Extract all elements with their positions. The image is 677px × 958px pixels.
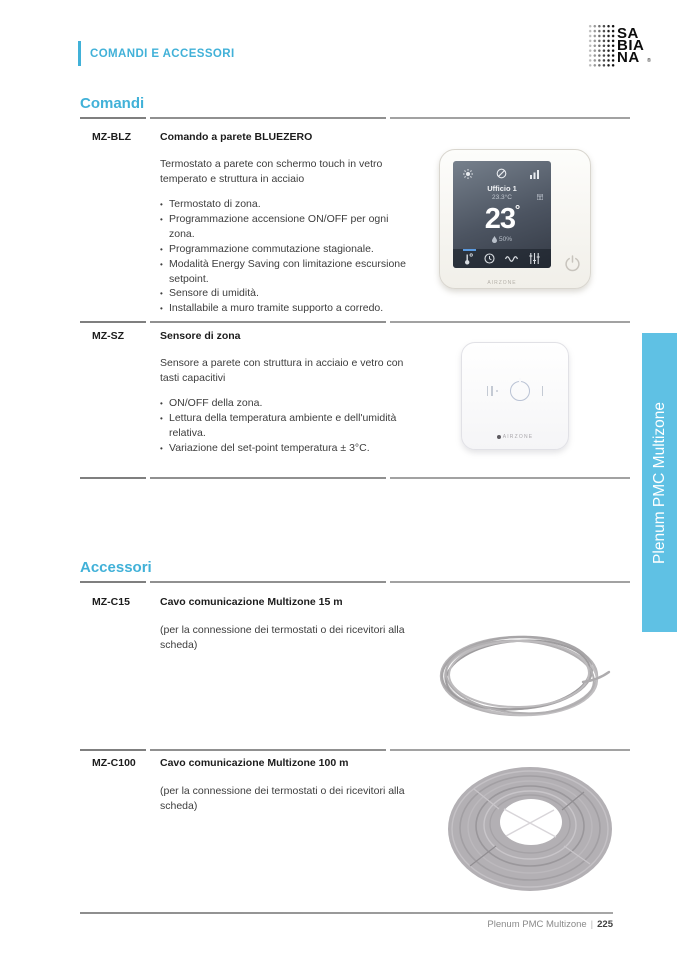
wave-icon bbox=[505, 254, 518, 263]
divider bbox=[80, 581, 630, 583]
logo-line: NA bbox=[617, 49, 640, 67]
zone-name: Ufficio 1 bbox=[487, 184, 517, 193]
power-button-icon bbox=[510, 381, 530, 401]
product-description: (per la connessione dei termostati o dei ricevitori alla scheda) bbox=[160, 624, 405, 651]
divider bbox=[80, 749, 630, 751]
product-code: MZ-C15 bbox=[92, 596, 130, 608]
thermostat-screen bbox=[453, 161, 551, 268]
footer-divider bbox=[80, 912, 613, 914]
section-title-accessori: Accessori bbox=[80, 559, 152, 576]
product-code: MZ-SZ bbox=[92, 330, 125, 342]
bullet-item: • Lettura della temperatura ambiente e dell'umidità relativa. bbox=[160, 411, 416, 441]
clock-icon bbox=[484, 253, 495, 264]
footer-book-title: Plenum PMC Multizone bbox=[487, 919, 587, 930]
logo-line: SA bbox=[617, 24, 639, 42]
divider bbox=[80, 117, 630, 119]
bullet-item: • Variazione del set-point temperatura ± 3°C. bbox=[160, 441, 416, 456]
logo-line: BIA bbox=[617, 36, 645, 54]
sabiana-logo bbox=[588, 20, 666, 72]
bullet-item: • Termostato di zona. bbox=[160, 197, 416, 212]
bullet-item: • ON/OFF della zona. bbox=[160, 396, 416, 411]
side-tab-label: Plenum PMC Multizone bbox=[650, 401, 668, 564]
product-name: Cavo comunicazione Multizone 100 m bbox=[160, 757, 349, 769]
product-description: (per la connessione dei termostati o dei ricevitori alla scheda) bbox=[160, 785, 405, 812]
product-bullet-list bbox=[160, 197, 416, 316]
bullet-item: • Programmazione accensione ON/OFF per ogni zona. bbox=[160, 212, 416, 242]
divider bbox=[80, 321, 630, 323]
registered-mark: ® bbox=[647, 58, 652, 65]
thermometer-icon bbox=[464, 253, 473, 265]
product-image-cable-100m bbox=[444, 764, 616, 894]
product-name: Comando a parete BLUEZERO bbox=[160, 131, 313, 143]
bullet-item: • Programmazione commutazione stagionale. bbox=[160, 242, 416, 257]
kicker-accent-bar bbox=[78, 41, 81, 66]
bullet-item: • Installabile a muro tramite supporto a corredo. bbox=[160, 301, 416, 316]
product-image-cable-15m bbox=[433, 620, 611, 732]
calendar-icon bbox=[537, 194, 543, 200]
halftone-pattern-icon bbox=[588, 24, 615, 68]
product-image-zone-sensor bbox=[461, 342, 569, 450]
product-name: Cavo comunicazione Multizone 15 m bbox=[160, 596, 343, 608]
sun-icon bbox=[463, 169, 473, 179]
selected-tab-indicator bbox=[463, 249, 476, 251]
setpoint-temp: 23° bbox=[484, 202, 520, 235]
droplet-icon bbox=[492, 236, 497, 243]
product-code: MZ-C100 bbox=[92, 757, 136, 769]
page-kicker: COMANDI E ACCESSORI bbox=[90, 48, 235, 60]
bullet-item: • Sensore di umidità. bbox=[160, 286, 416, 301]
eco-mode-icon bbox=[496, 168, 507, 179]
section-title-comandi: Comandi bbox=[80, 95, 145, 112]
airzone-brand-label: AIRZONE bbox=[462, 434, 568, 440]
sensor-mark bbox=[487, 386, 489, 396]
power-icon bbox=[564, 255, 581, 272]
logo-wordmark bbox=[617, 24, 652, 67]
product-code: MZ-BLZ bbox=[92, 131, 132, 143]
bullet-item: • Modalità Energy Saving con limitazione escursione setpoint. bbox=[160, 257, 416, 287]
thermostat-nav-bar bbox=[453, 249, 551, 268]
footer-separator: | bbox=[590, 919, 594, 930]
sensor-mark bbox=[496, 390, 498, 392]
footer bbox=[80, 919, 613, 930]
product-description: Termostato a parete con schermo touch in vetro temperato e struttura in acciaio bbox=[160, 158, 383, 185]
sensor-mark bbox=[491, 386, 493, 396]
product-description: Sensore a parete con struttura in acciaio e vetro con tasti capacitivi bbox=[160, 357, 404, 384]
footer-page-number: 225 bbox=[597, 919, 613, 930]
product-image-thermostat bbox=[439, 149, 591, 289]
sliders-icon bbox=[529, 253, 540, 264]
side-tab-plenum-pmc-multizone bbox=[642, 333, 677, 632]
divider bbox=[80, 477, 630, 479]
product-name: Sensore di zona bbox=[160, 330, 241, 342]
airzone-logo-icon bbox=[497, 435, 501, 439]
airzone-brand-label: AIRZONE bbox=[487, 280, 517, 286]
signal-bars-icon bbox=[530, 169, 541, 179]
humidity-value: 50% bbox=[498, 236, 512, 243]
product-bullet-list bbox=[160, 396, 416, 456]
ambient-temp: 23.3°C bbox=[492, 194, 512, 201]
sensor-mark bbox=[542, 386, 544, 396]
